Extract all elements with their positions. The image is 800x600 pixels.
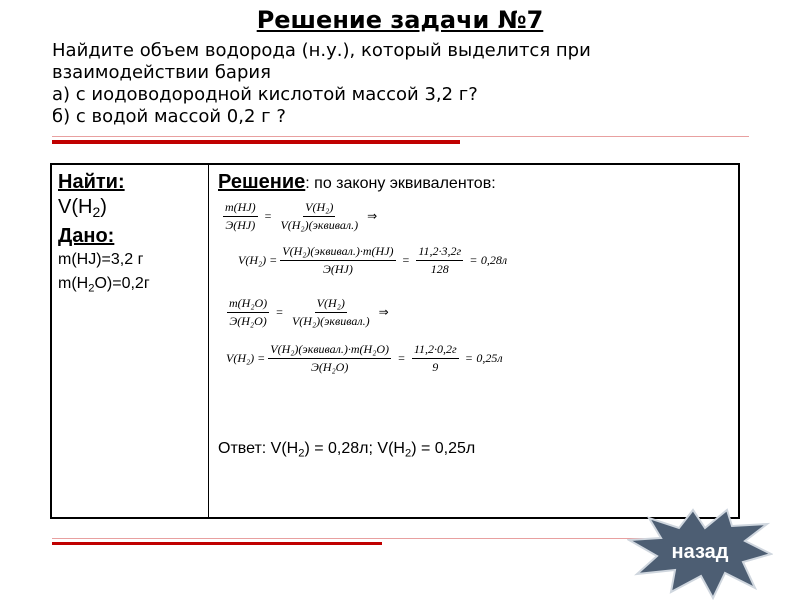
page-title: Решение задачи №7: [256, 6, 544, 34]
given-item: $m(H_2O)=0,2г$: [58, 275, 150, 295]
back-button[interactable]: [627, 508, 773, 600]
solution-column: [218, 171, 496, 194]
task-line: а) с иодоводородной кислотой массой 3,2 г?: [52, 84, 478, 105]
answer-line: Ответ: $V(H_2) = 0,28л$; $V(H_2) = 0,25л$: [218, 440, 476, 460]
formula-3: m(H₂O) Э(H₂O) = V(H₂) V(H₂)(эквивал.) ⇒: [229, 296, 389, 328]
formula-2: V(H₂) = V(H₂)(эквивал.)·m(HJ) Э(HJ) = 11,2·3,2г 128 = 0,28л: [238, 244, 508, 276]
task-statement: [52, 40, 591, 128]
formula-4: V(H₂) = V(H₂)(эквивал.)·m(H₂O) Э(H₂O) = 11,2·0,2г 9 = 0,25л: [226, 342, 503, 374]
given-label: Дано:: [58, 225, 115, 248]
task-line: взаимодействии бария: [52, 62, 271, 83]
task-line: Найдите объем водорода (н.у.), который выделится при: [52, 40, 591, 61]
formula-1: m(HJ) Э(HJ) = V(H₂) V(H₂)(эквивал.) ⇒: [225, 200, 378, 232]
solution-label: Решение: [218, 171, 306, 193]
formula-block: [220, 196, 725, 388]
given-item: m(HJ)=3,2 г: [58, 251, 144, 269]
divider-thin: [52, 136, 749, 137]
find-label: Найти:: [58, 171, 125, 193]
divider-thick: [52, 140, 460, 144]
solution-intro: : по закону эквивалентов:: [305, 175, 496, 192]
task-line: б) с водой массой 0,2 г ?: [52, 106, 286, 127]
back-button-label: назад: [671, 541, 729, 563]
given-column: [58, 171, 150, 301]
divider-bottom-thick: [52, 542, 382, 545]
table-column-divider: [208, 163, 209, 519]
find-value: $V(H_2)$: [58, 196, 107, 221]
